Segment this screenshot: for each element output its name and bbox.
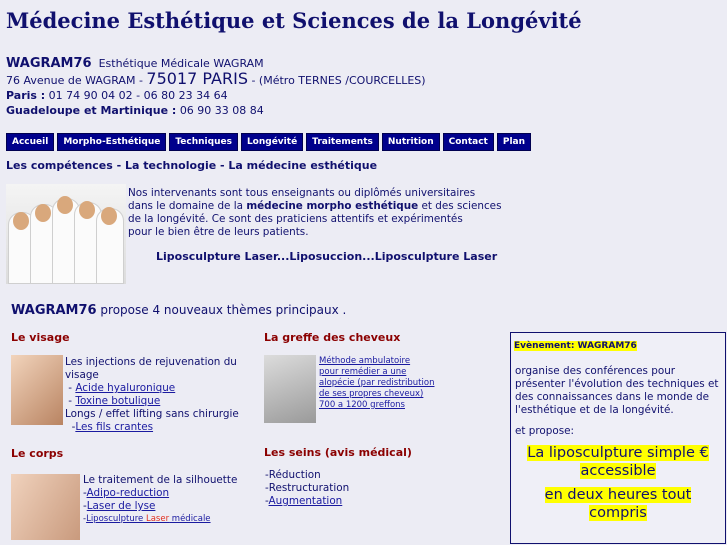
corps-photo	[11, 474, 80, 540]
hl-text: compris	[589, 505, 647, 521]
tagline: Les compétences - La technologie - La médecine esthétique	[6, 159, 378, 172]
visage-line: Longs / effet lifting sans chirurgie	[65, 408, 239, 420]
intro-line	[128, 200, 508, 213]
intro-bold: médecine morpho esthétique	[246, 200, 419, 212]
brand-name: WAGRAM76	[6, 56, 92, 71]
seins-heading: Les seins (avis médical)	[264, 446, 412, 459]
event-line: organise des conférences pour	[515, 365, 676, 377]
page-title: Médecine Esthétique et Sciences de la Longévité	[6, 8, 582, 33]
propose-text: propose 4 nouveaux thèmes principaux .	[96, 303, 347, 317]
link-part[interactable]: médicale	[169, 514, 211, 524]
intro-line: de la longévité. Ce sont des praticiens attentifs et expérimentés	[128, 213, 463, 225]
link-liposculpture-laser[interactable]	[86, 514, 210, 524]
greffe-heading: La greffe des cheveux	[264, 331, 401, 344]
seins-item: -Restructuration	[265, 482, 350, 494]
event-text	[511, 365, 725, 438]
nav-morpho-esthetique[interactable]: Morpho-Esthétique	[57, 133, 166, 151]
greffe-link-line[interactable]: 700 a 1200 greffons	[319, 400, 405, 410]
event-propose: et propose:	[515, 425, 575, 437]
intro-line: pour le bien être de leurs patients.	[128, 226, 309, 238]
event-box	[510, 332, 726, 544]
lipo-banner: Liposculpture Laser...Liposuccion...Liposculpture Laser	[156, 250, 498, 263]
corps-line: Le traitement de la silhouette	[83, 474, 238, 486]
visage-text: Les injections de rejuvenation du visage - Acide hyaluronique - Toxine botulique Longs / effet lifting sans chirurgie -Les fils crantes	[65, 356, 239, 433]
seins-text: -Réduction -Restructuration -Augmentation	[265, 469, 350, 507]
event-head: Evènement: WAGRAM76	[514, 341, 637, 351]
dom-phone: 06 90 33 08 84	[179, 104, 264, 117]
visage-photo	[11, 355, 63, 425]
link-part-red[interactable]: Laser	[145, 514, 170, 524]
propose-brand: WAGRAM76	[11, 303, 97, 318]
paris-phones: 01 74 90 04 02 - 06 80 23 34 64	[48, 89, 228, 102]
greffe-link-line[interactable]: Méthode ambulatoire	[319, 356, 411, 366]
nav-techniques[interactable]: Techniques	[169, 133, 238, 151]
nav-plan[interactable]: Plan	[497, 133, 531, 151]
greffe-link-line[interactable]: pour remédier a une	[319, 367, 407, 377]
intro-part: dans le domaine de la	[128, 200, 247, 212]
nav-traitements[interactable]: Traitements	[306, 133, 379, 151]
link-acide-hyaluronique[interactable]: Acide hyaluronique	[75, 382, 176, 394]
metro: - (Métro TERNES /COURCELLES)	[247, 74, 426, 87]
link-toxine-botulique[interactable]: Toxine botulique	[75, 395, 161, 407]
nav-contact[interactable]: Contact	[443, 133, 494, 151]
event-line: des connaissances dans le monde de	[515, 391, 709, 403]
intro-part: et des sciences	[418, 200, 502, 212]
corps-heading: Le corps	[11, 447, 64, 460]
brand-desc: Esthétique Médicale WAGRAM	[98, 57, 264, 70]
event-highlight-1	[511, 444, 725, 480]
link-part[interactable]: Liposculpture	[86, 514, 146, 524]
hl-text: La liposculpture simple €	[527, 445, 709, 461]
hl-text: en deux heures tout	[544, 487, 692, 503]
visage-line: Les injections de rejuvenation du	[65, 356, 237, 368]
corps-text: Le traitement de la silhouette -Adipo-reduction -Laser de lyse -Liposculpture Laser médicale	[83, 474, 238, 524]
greffe-link-line[interactable]: alopécie (par redistribution	[319, 378, 435, 388]
link-fils-crantes[interactable]: Les fils crantes	[75, 421, 154, 433]
link-laser-de-lyse[interactable]: Laser de lyse	[86, 500, 156, 512]
greffe-link-line[interactable]: de ses propres cheveux)	[319, 389, 424, 399]
dom-label: Guadeloupe et Martinique :	[6, 104, 177, 117]
seins-item: -Réduction	[265, 469, 321, 481]
nav-nutrition[interactable]: Nutrition	[382, 133, 440, 151]
event-line: présenter l'évolution des techniques et	[515, 378, 719, 390]
intro-text	[128, 187, 508, 239]
link-augmentation[interactable]: Augmentation	[268, 495, 343, 507]
postcode-city: 75017 PARIS	[146, 69, 248, 88]
address-block	[6, 56, 426, 118]
street: 76 Avenue de WAGRAM -	[6, 74, 147, 87]
event-highlight-2	[511, 486, 725, 522]
event-line: l'esthétique et de la longévité.	[515, 404, 674, 416]
greffe-photo	[264, 355, 316, 423]
link-adipo-reduction[interactable]: Adipo-reduction	[86, 487, 170, 499]
main-nav	[6, 133, 531, 151]
paris-label: Paris :	[6, 89, 46, 102]
intro-line: Nos intervenants sont tous enseignants ou diplômés universitaires	[128, 187, 476, 199]
visage-line: visage	[65, 369, 99, 381]
propose-line	[11, 303, 346, 318]
hl-text: accessible	[580, 463, 656, 479]
nav-longevite[interactable]: Longévité	[241, 133, 303, 151]
greffe-link[interactable]	[319, 356, 434, 411]
team-photo	[6, 184, 126, 284]
visage-heading: Le visage	[11, 331, 70, 344]
nav-accueil[interactable]: Accueil	[6, 133, 54, 151]
